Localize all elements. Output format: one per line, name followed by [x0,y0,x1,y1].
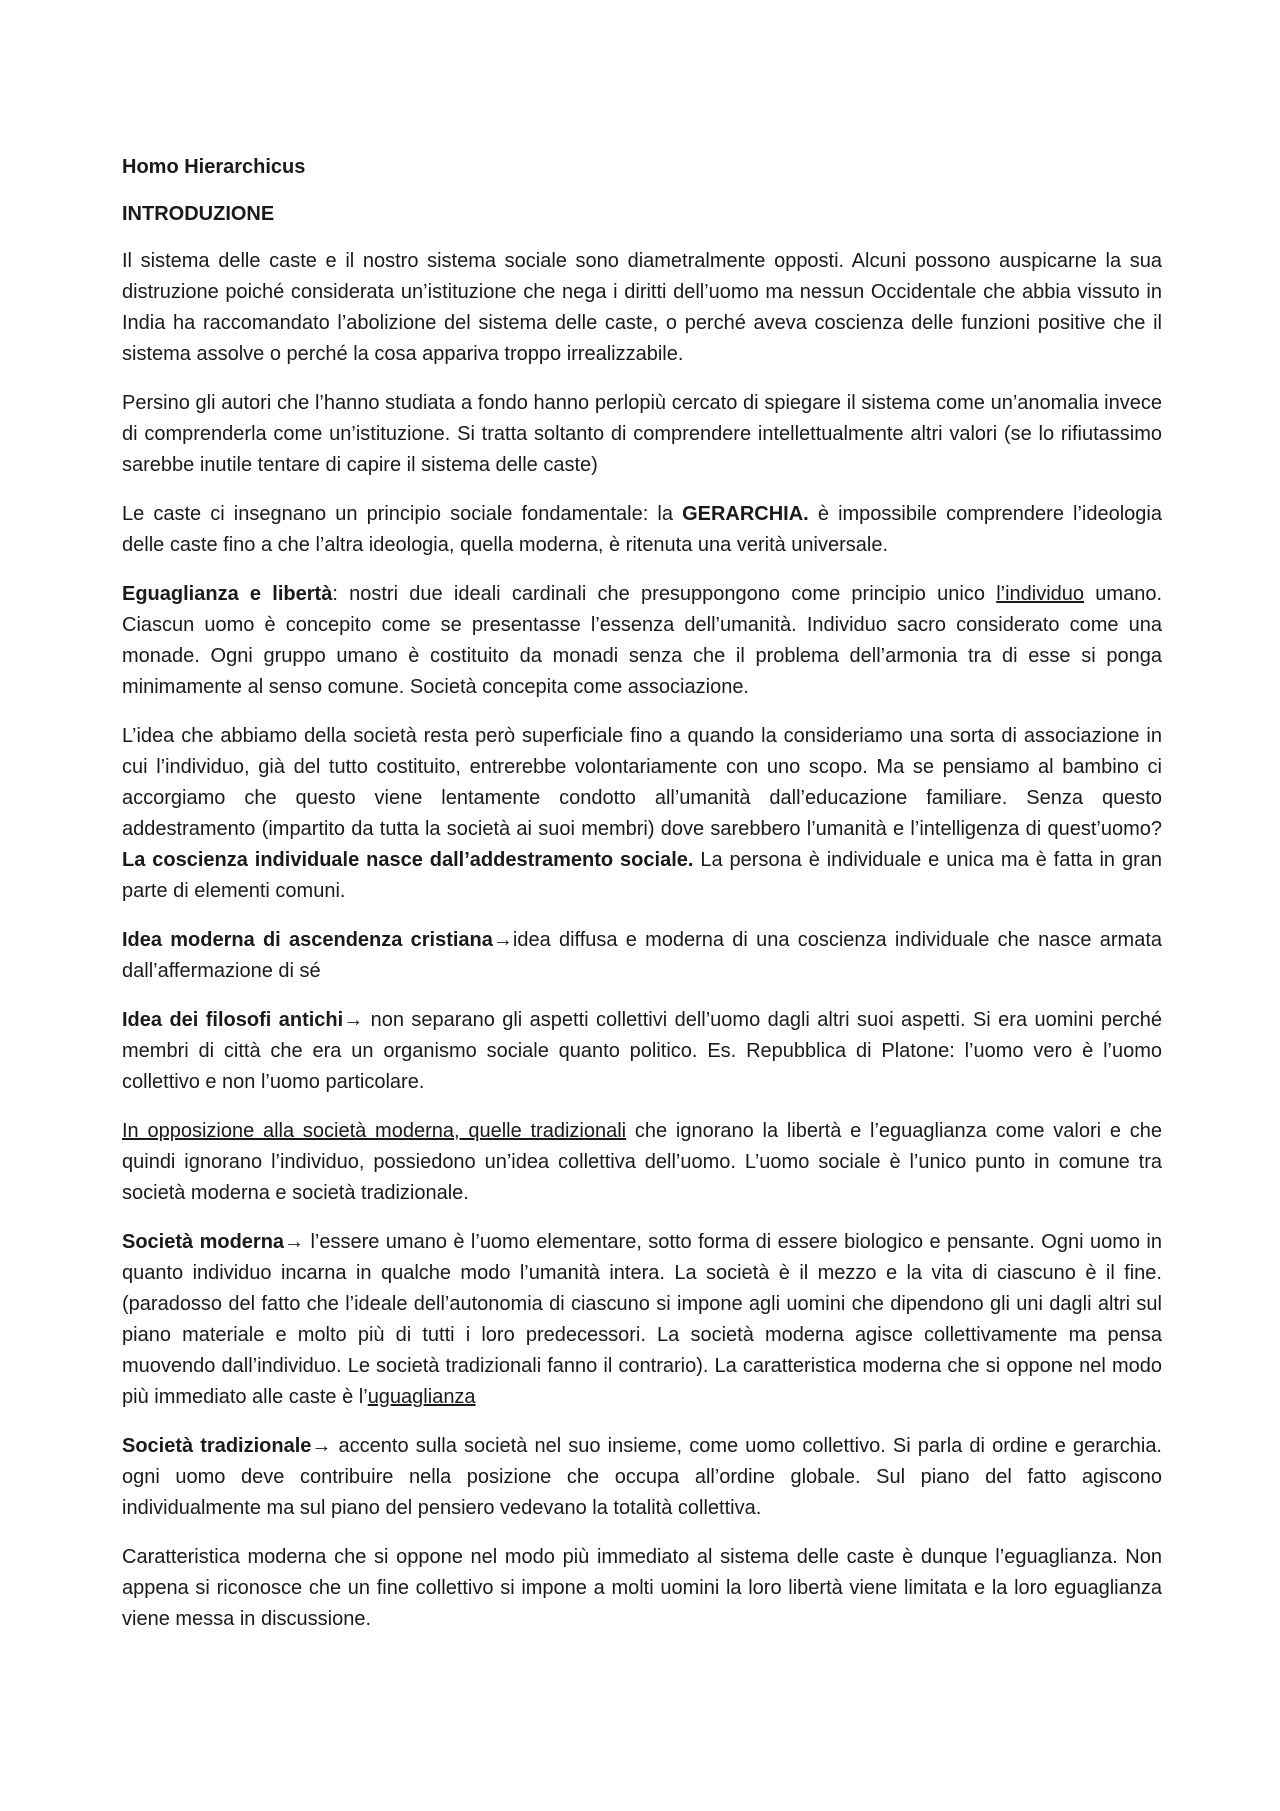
right-arrow-icon: → [284,1231,305,1253]
bold-term: Società tradizionale [122,1435,312,1457]
paragraph-1: Il sistema delle caste e il nostro sistema sociale sono diametralmente opposti. Alcuni possono auspicarne la sua distruzione poiché considerata un’istituzione che nega i diritti dell’uomo ma nessun Occidentale che abbia vissuto in India ha raccomandato l’abolizione del sistema delle caste, o perché aveva coscienza delle funzioni positive che il sistema assolve o perché la cosa appariva troppo irrealizzabile. [122,250,1162,365]
underlined-term: uguaglianza [367,1386,476,1408]
bold-term: Idea dei filosofi antichi [122,1009,344,1031]
paragraph-11: Caratteristica moderna che si oppone nel modo più immediato al sistema delle caste è dunque l’eguaglianza. Non appena si riconosce che un fine collettivo si impone a molti uomini la loro libertà viene limitata e la loro eguaglianza viene messa in discussione. [122,1546,1162,1630]
bold-term: Idea moderna di ascendenza cristiana [122,929,493,951]
paragraph-text: è impossibile comprendere l’ideologia delle caste fino a che l’altra ideologia, quella moderna, è ritenuta una verità universale. [122,503,1162,556]
paragraph-text: idea diffusa e moderna di una coscienza individuale che nasce armata dall’affermazione di sé [122,929,1163,982]
bold-term: La coscienza individuale nasce dall’addestramento sociale. [122,849,694,871]
right-arrow-icon: → [492,929,513,951]
paragraph-text: La persona è individuale e unica ma è fatta in gran parte di elementi comuni. [122,849,1162,902]
paragraph-7 [122,1005,1162,1098]
bold-term: GERARCHIA. [682,503,809,525]
paragraph-3 [122,499,1162,561]
paragraph-text: Le caste ci insegnano un principio sociale fondamentale: la [122,503,683,525]
paragraph-4 [122,579,1162,703]
paragraph-5 [122,721,1162,907]
paragraph-text: accento sulla società nel suo insieme, come uomo collettivo. Si parla di ordine e gerarchia. ogni uomo deve contribuire nella posizione che occupa all’ordine globale. Sul piano del fatto agiscono individualmente ma sul piano del pensiero vedevano la totalità collettiva. [122,1435,1162,1519]
paragraph-text: : nostri due ideali cardinali che presuppongono come principio unico [332,583,997,605]
bold-term: Eguaglianza e libertà [122,583,333,605]
paragraph-10 [122,1431,1162,1524]
paragraph-text: non separano gli aspetti collettivi dell’uomo dagli altri suoi aspetti. Si era uomini perché membri di città che era un organismo sociale quanto politico. Es. Repubblica di Platone: l’uomo vero è l’uomo collettivo e non l’uomo particolare. [122,1009,1162,1093]
paragraph-text: che ignorano la libertà e l’eguaglianza come valori e che quindi ignorano l’individuo, possiedono un’idea collettiva dell’uomo. L’uomo sociale è l’unico punto in comune tra società moderna e società tradizionale. [122,1120,1162,1204]
document-title: Homo Hierarchicus [122,156,306,178]
section-heading: INTRODUZIONE [122,203,275,225]
underlined-term: In opposizione alla società moderna, quelle tradizionali [122,1120,627,1142]
paragraph-text: umano. Ciascun uomo è concepito come se presentasse l’essenza dell’umanità. Individuo sacro considerato come una monade. Ogni gruppo umano è costituito da monadi senza che il problema dell’armonia tra di esse si ponga minimamente al senso comune. Società concepita come associazione. [122,583,1163,698]
document-page [122,152,1162,1653]
paragraph-6 [122,925,1162,987]
paragraph-text: L’idea che abbiamo della società resta però superficiale fino a quando la consideriamo una sorta di associazione in cui l’individuo, già del tutto costituito, entrerebbe volontariamente con uno scopo. Ma se pensiamo al bambino ci accorgiamo che questo viene lentamente condotto all’umanità dall’educazione familiare. Senza questo addestramento (impartito da tutta la società ai suoi membri) dove sarebbero l’umanità e l’intelligenza di quest’uomo? [122,725,1162,840]
right-arrow-icon: → [343,1009,364,1031]
paragraph-9 [122,1227,1162,1413]
bold-term: Società moderna [122,1231,285,1253]
underlined-term: l’individuo [996,583,1085,605]
paragraph-8 [122,1116,1162,1209]
paragraph-text: l’essere umano è l’uomo elementare, sotto forma di essere biologico e pensante. Ogni uomo in quanto individuo incarna in qualche modo l’umanità intera. La società è il mezzo e la vita di ciascuno è il fine. (paradosso del fatto che l’ideale dell’autonomia di ciascuno si impone agli uomini che dipendono gli uni dagli altri sul piano materiale e molto più di tutti i loro predecessori. La società moderna agisce collettivamente ma pensa muovendo dall’individuo. Le società tradizionali fanno il contrario). La caratteristica moderna che si oppone nel modo più immediato alle caste è l’ [122,1231,1162,1408]
paragraph-2: Persino gli autori che l’hanno studiata a fondo hanno perlopiù cercato di spiegare il sistema come un’anomalia invece di comprenderla come un’istituzione. Si tratta soltanto di comprendere intellettualmente altri valori (se lo rifiutassimo sarebbe inutile tentare di capire il sistema delle caste) [122,392,1162,476]
right-arrow-icon: → [311,1435,332,1457]
